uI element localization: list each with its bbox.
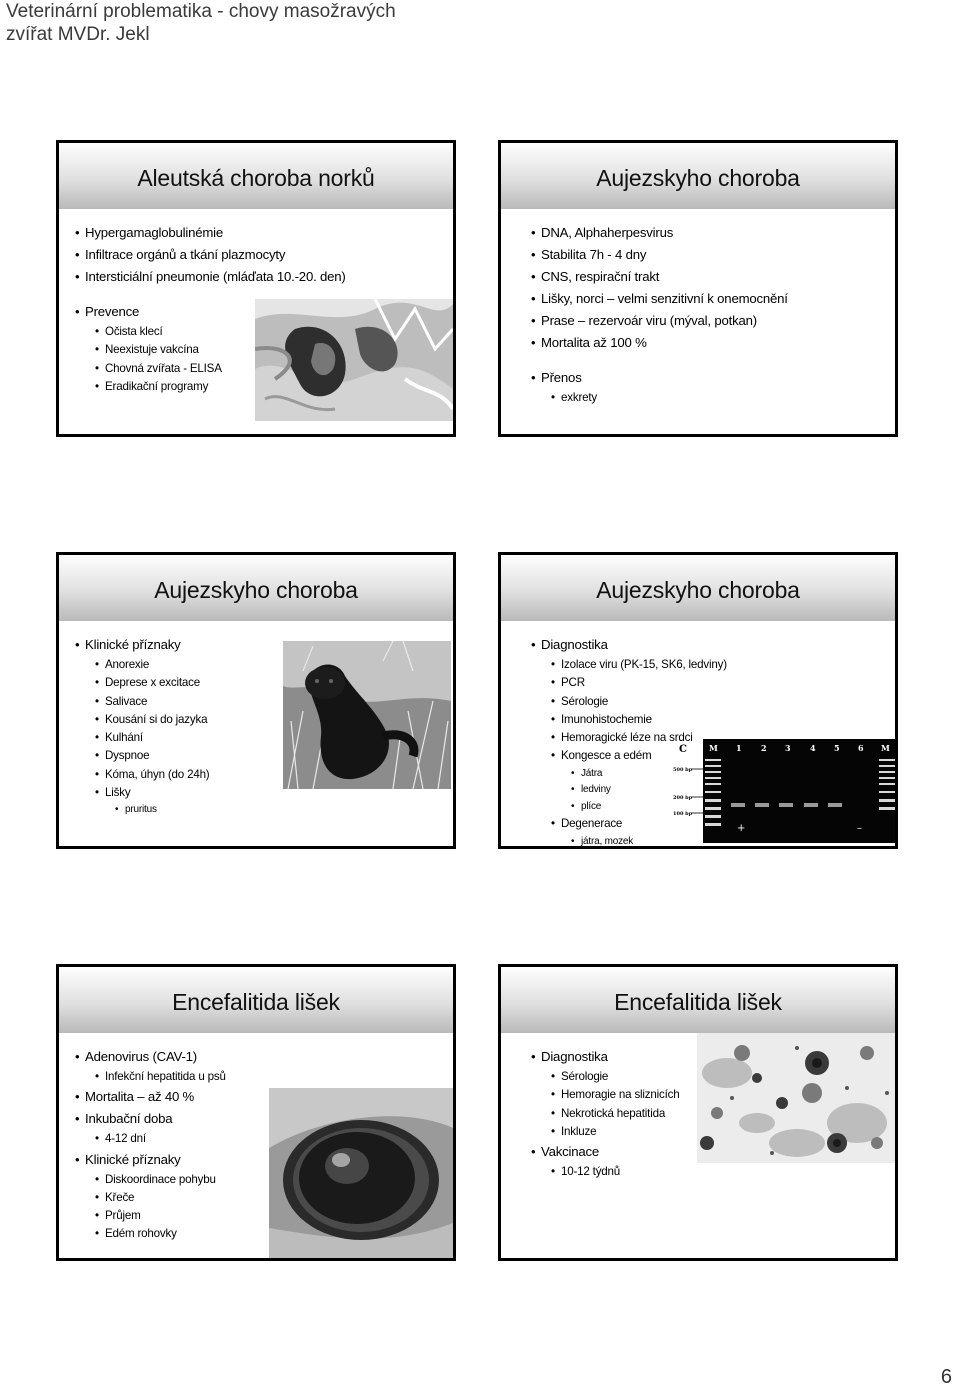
slide-title: Encefalitida lišek: [501, 967, 895, 1033]
list-item: • Kousání si do jazyka: [105, 711, 209, 729]
slide-aujeszky-1: [498, 140, 898, 437]
list-item: • Adenovirus (CAV-1): [85, 1046, 226, 1068]
gel-negative-control: –: [857, 823, 862, 834]
header-line-1: Veterinární problematika - chovy masožravých: [6, 1, 396, 22]
list-item: • plíce: [581, 799, 727, 816]
gel-lane-label: 4: [810, 743, 816, 753]
list-item: • Sérologie: [561, 1068, 679, 1086]
list-item: • Klinické příznaky: [85, 1149, 226, 1171]
list-item: • Prase – rezervoár viru (mýval, potkan): [541, 310, 788, 332]
list-item: • Lišky: [105, 784, 209, 802]
list-item: • Degenerace: [561, 815, 727, 833]
eye-photo: [269, 1088, 453, 1260]
header-line-2: zvířat MVDr. Jekl: [6, 24, 150, 45]
gel-lane-label: 3: [785, 743, 791, 753]
list-item: • Hemoragické léze na srdci: [561, 729, 727, 747]
list-item: • Chovná zvířata - ELISA: [105, 360, 346, 378]
gel-marker-label: 500 bp: [673, 767, 693, 773]
slide-title: Aujezskyho choroba: [501, 555, 895, 621]
slide-aleutian-disease: [56, 140, 456, 437]
gel-marker-label: 100 bp: [673, 811, 693, 817]
list-item: • Vakcinace: [541, 1141, 679, 1163]
list-item: • Sérologie: [561, 693, 727, 711]
list-item: • PCR: [561, 674, 727, 692]
list-item: • Mortalita až 100 %: [541, 332, 788, 354]
list-item: • Deprese x excitace: [105, 674, 209, 692]
slide-fox-encephalitis-1: [56, 964, 456, 1261]
slide-fox-encephalitis-2: [498, 964, 898, 1261]
slide-aujeszky-3: [498, 552, 898, 849]
list-item: • DNA, Alphaherpesvirus: [541, 222, 788, 244]
list-item: • CNS, respirační trakt: [541, 266, 788, 288]
gel-panel-label: C: [679, 744, 687, 755]
list-item: • 10-12 týdnů: [561, 1163, 679, 1181]
gel-lane-label: M: [709, 743, 718, 753]
list-item: • 4-12 dní: [105, 1130, 226, 1148]
gel-lane-label: 2: [761, 743, 767, 753]
list-item: • Anorexie: [105, 656, 209, 674]
list-item: • exkrety: [561, 389, 788, 407]
list-item: • Játra: [581, 766, 727, 783]
list-item: • Imunohistochemie: [561, 711, 727, 729]
list-item: • Hypergamaglobulinémie: [85, 222, 346, 244]
list-item: • Salivace: [105, 693, 209, 711]
slide-title: Aujezskyho choroba: [59, 555, 453, 621]
list-item: • Kóma, úhyn (do 24h): [105, 766, 209, 784]
list-item: • Křeče: [105, 1189, 226, 1207]
list-item: • Inkluze: [561, 1123, 679, 1141]
page-number: 6: [940, 1366, 952, 1388]
list-item: • Nekrotická hepatitida: [561, 1105, 679, 1123]
slide-aujeszky-2: [56, 552, 456, 849]
list-item: • Prevence: [85, 301, 346, 323]
slide-title: Encefalitida lišek: [59, 967, 453, 1033]
slide-title: Aujezskyho choroba: [501, 143, 895, 209]
list-item: • Průjem: [105, 1207, 226, 1225]
list-item: • Intersticiální pneumonie (mláďata 10.-20. den): [85, 266, 346, 288]
list-item: • Diskoordinace pohybu: [105, 1171, 226, 1189]
list-item: • Dyspnoe: [105, 747, 209, 765]
list-item: • Infekční hepatitida u psů: [105, 1068, 226, 1086]
gel-lane-label: 5: [834, 743, 840, 753]
list-item: • Přenos: [541, 367, 788, 389]
inclusion-micrograph: [697, 1033, 895, 1163]
list-item: • Kulhání: [105, 729, 209, 747]
document-header: [6, 0, 396, 46]
list-item: • Diagnostika: [541, 1046, 679, 1068]
list-item: • Stabilita 7h - 4 dny: [541, 244, 788, 266]
list-item: • Očista klecí: [105, 323, 346, 341]
list-item: • ledviny: [581, 782, 727, 799]
gel-lane-label: M: [881, 743, 890, 753]
gel-lane-label: 1: [736, 743, 742, 753]
list-item: • Edém rohovky: [105, 1225, 226, 1243]
gel-positive-control: +: [737, 823, 746, 834]
list-item: • Klinické příznaky: [85, 634, 209, 656]
list-item: • Inkubační doba: [85, 1108, 226, 1130]
gel-lane-label: 6: [858, 743, 864, 753]
list-item: • Mortalita – až 40 %: [85, 1086, 226, 1108]
list-item: • Kongesce a edém: [561, 747, 727, 765]
list-item: • pruritus: [125, 802, 209, 819]
list-item: • Lišky, norci – velmi senzitivní k onemocnění: [541, 288, 788, 310]
list-item: • Diagnostika: [541, 634, 727, 656]
list-item: • Hemoragie na sliznicích: [561, 1086, 679, 1104]
gel-marker-label: 200 bp: [673, 795, 693, 801]
list-item: • játra, mozek: [581, 834, 727, 849]
list-item: • Eradikační programy: [105, 378, 346, 396]
list-item: • Neexistuje vakcína: [105, 341, 346, 359]
mink-photo: [283, 641, 451, 789]
list-item: • Izolace viru (PK-15, SK6, ledviny): [561, 656, 727, 674]
slide-title: Aleutská choroba norků: [59, 143, 453, 209]
list-item: • Infiltrace orgánů a tkání plazmocyty: [85, 244, 346, 266]
